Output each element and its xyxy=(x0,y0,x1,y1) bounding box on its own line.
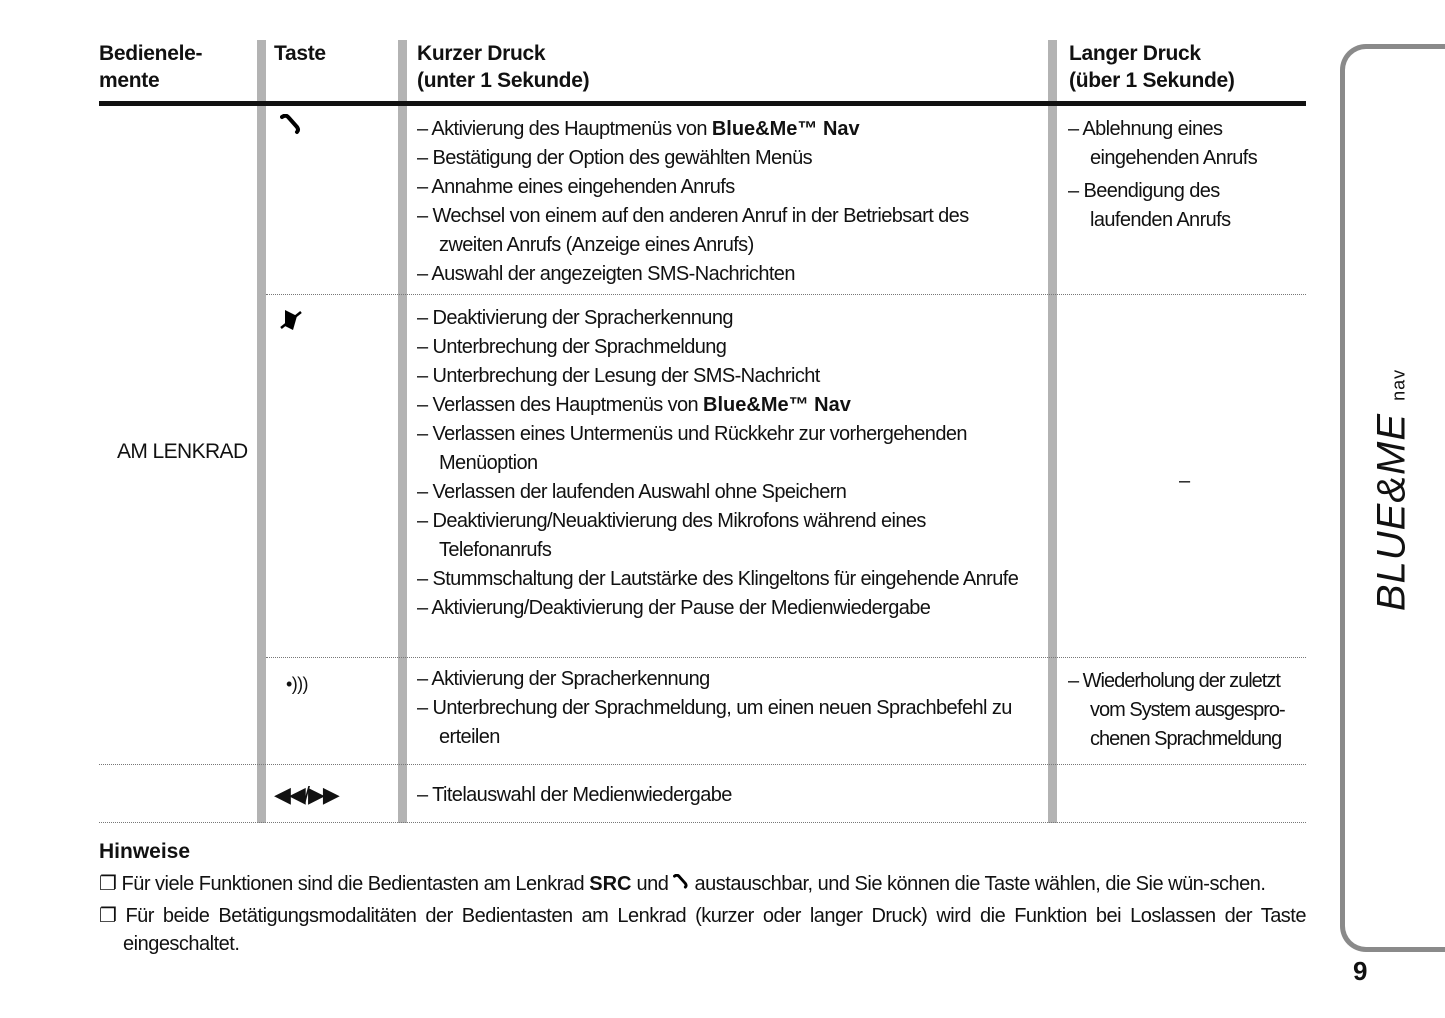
header-key: Taste xyxy=(274,42,326,65)
long-press-list xyxy=(1068,667,1300,754)
list-item: – Titelauswahl der Medienwiedergabe xyxy=(417,784,732,806)
list-item: – Verlassen eines Untermenüs und Rückkehr zur vorhergehenden Menüoption xyxy=(417,423,967,474)
row-separator xyxy=(99,764,1306,765)
list-item: – Verlassen des Hauptmenüs von Blue&Me™ Nav xyxy=(417,394,851,416)
header-rule xyxy=(99,101,1306,106)
column-divider xyxy=(257,40,266,823)
list-item: – Stummschaltung der Lautstärke des Klingeltons für eingehende Anrufe xyxy=(417,568,1019,590)
page-number: 9 xyxy=(1353,956,1368,986)
row-separator xyxy=(99,822,1306,823)
list-item: – Auswahl der angezeigten SMS-Nachrichten xyxy=(417,263,795,285)
blue-and-me-nav-logo: BLUE&ME nav xyxy=(1369,368,1414,612)
list-item: – Aktivierung des Hauptmenüs von Blue&Me™ Nav xyxy=(417,118,860,140)
notes-section xyxy=(99,838,1306,962)
header-short-press xyxy=(417,40,589,94)
notes-title: Hinweise xyxy=(99,840,191,863)
list-item: – Verlassen der laufenden Auswahl ohne Speichern xyxy=(417,481,847,503)
list-item: – Aktivierung der Spracherkennung xyxy=(417,668,710,690)
short-press-list xyxy=(417,115,1042,289)
list-item: – Annahme eines eingehenden Anrufs xyxy=(417,176,735,198)
header-long-sub: (über 1 Sekunde) xyxy=(1069,69,1235,92)
header-long-press xyxy=(1069,40,1235,94)
list-item: – Bestätigung der Option des gewählten Menüs xyxy=(417,147,812,169)
list-item: – Ablehnung eines eingehenden Anrufs xyxy=(1068,118,1258,169)
short-press-list xyxy=(417,665,1042,752)
list-item: – Deaktivierung der Spracherkennung xyxy=(417,307,733,329)
list-item: – Wechsel von einem auf den anderen Anruf in der Betriebsart des zweiten Anrufs (Anzeige eines Anrufs) xyxy=(417,205,969,256)
mute-icon xyxy=(279,306,303,338)
list-item: – Wiederholung der zuletzt vom System ausgespro-chenen Sprachmeldung xyxy=(1068,670,1285,750)
short-press-list xyxy=(417,781,1042,810)
column-divider xyxy=(398,40,407,823)
row-separator xyxy=(266,657,1306,658)
list-item: – Unterbrechung der Sprachmeldung, um einen neuen Sprachbefehl zu erteilen xyxy=(417,697,1012,748)
checkbox-bullet-icon: ❐ xyxy=(99,873,117,895)
list-item: – Unterbrechung der Sprachmeldung xyxy=(417,336,727,358)
phone-icon xyxy=(673,870,689,898)
note-item: ❐ Für viele Funktionen sind die Bedientasten am Lenkrad SRC und austauschbar, und Sie können die Taste wählen, die Sie wün-schen. xyxy=(99,870,1306,898)
group-label: AM LENKRAD xyxy=(117,440,248,463)
voice-icon: •))) xyxy=(286,674,308,694)
header-short-title: Kurzer Druck xyxy=(417,42,546,65)
track-skip-icon: ◀◀/▶▶ xyxy=(274,782,338,807)
row-separator xyxy=(266,294,1306,295)
header-short-sub: (unter 1 Sekunde) xyxy=(417,69,590,92)
list-item: – Unterbrechung der Lesung der SMS-Nachricht xyxy=(417,365,820,387)
list-item: – Deaktivierung/Neuaktivierung des Mikrofons während eines Telefonanrufs xyxy=(417,510,926,561)
note-item: ❐ Für beide Betätigungsmodalitäten der Bedientasten am Lenkrad (kurzer oder langer Druck) wird die Funktion bei Loslassen der Taste eingeschaltet. xyxy=(99,905,1306,955)
long-press-none: – xyxy=(1179,470,1190,492)
header-long-title: Langer Druck xyxy=(1069,42,1201,65)
list-item: – Aktivierung/Deaktivierung der Pause der Medienwiedergabe xyxy=(417,597,931,619)
long-press-list xyxy=(1068,115,1278,235)
short-press-list xyxy=(417,304,1042,623)
header-controls: Bedienele- mente xyxy=(99,42,203,92)
list-item: – Beendigung des laufenden Anrufs xyxy=(1068,180,1231,231)
checkbox-bullet-icon: ❐ xyxy=(99,905,117,927)
phone-icon xyxy=(280,114,302,142)
